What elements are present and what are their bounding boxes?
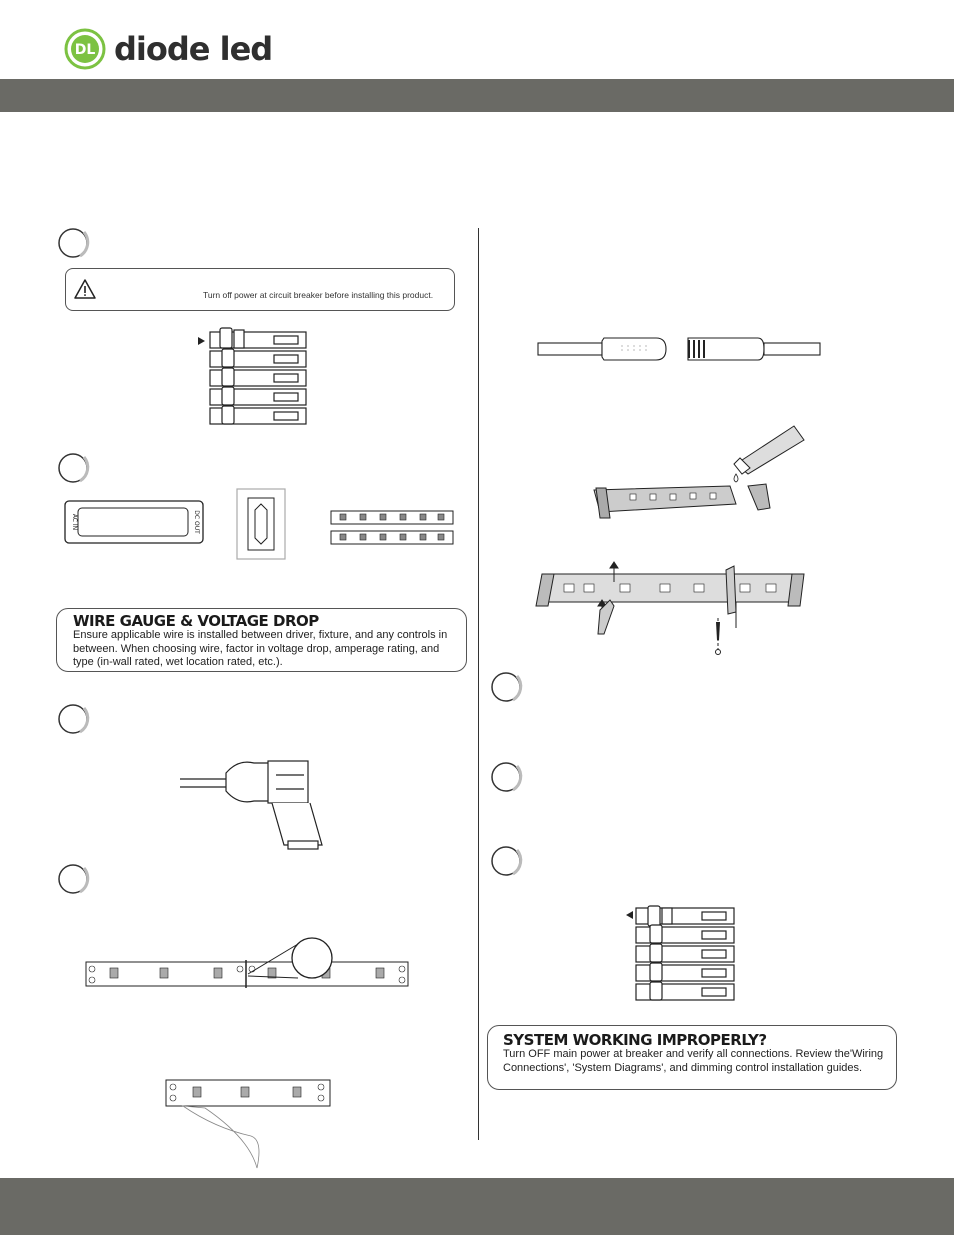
driver-ac-in-label: AC IN [71, 513, 78, 531]
strip-connector-diagram [180, 757, 326, 851]
step-circle-icon [487, 668, 525, 706]
wall-dimmer-diagram [236, 488, 286, 560]
driver-diagram [64, 500, 204, 544]
brand-logo [64, 28, 272, 70]
column-divider [478, 228, 479, 1140]
peel-strip-diagram [165, 1078, 331, 1170]
breaker-panel-off-diagram [196, 330, 308, 424]
cut-strip-diagram [86, 936, 408, 992]
brand-name: diode led [114, 30, 273, 68]
step-circle-icon [54, 449, 92, 487]
channel-endcap-diagram [590, 426, 806, 522]
wire-gauge-body: Ensure applicable wire is installed between driver, fixture, and any controls in between. When choosing wire, factor in voltage drop, amperage rating, and type (in-wall rated, wet location rated, etc.). [73, 629, 448, 668]
wire-gauge-box [56, 608, 467, 672]
step-circle-icon [487, 842, 525, 880]
step-circle-icon [54, 700, 92, 738]
step-circle-icon [487, 758, 525, 796]
step-circle-icon [54, 224, 92, 262]
driver-dc-out-label: DC OUT [193, 510, 200, 534]
channel-mounting-diagram [530, 562, 808, 656]
warning-triangle-icon [74, 279, 96, 299]
logo-badge-text: DL [74, 42, 96, 58]
troubleshoot-body: Turn OFF main power at breaker and verify all connections. Review the'Wiring Connections', 'System Diagrams', and dimming control installation guides. [503, 1048, 884, 1074]
troubleshoot-box [487, 1025, 897, 1090]
breaker-panel-on-diagram [624, 908, 736, 1002]
troubleshoot-title: SYSTEM WORKING IMPROPERLY? [503, 1031, 767, 1049]
step-circle-icon [54, 860, 92, 898]
led-strip-diagram [330, 510, 454, 546]
warning-text: Turn off power at circuit breaker before installing this product. [203, 290, 434, 300]
wire-connector-diagram [538, 336, 822, 364]
warning-box [65, 268, 455, 311]
footer-bar [0, 1178, 954, 1235]
wire-gauge-title: WIRE GAUGE & VOLTAGE DROP [73, 612, 319, 630]
header-bar [0, 79, 954, 112]
logo-badge-icon [64, 28, 106, 70]
